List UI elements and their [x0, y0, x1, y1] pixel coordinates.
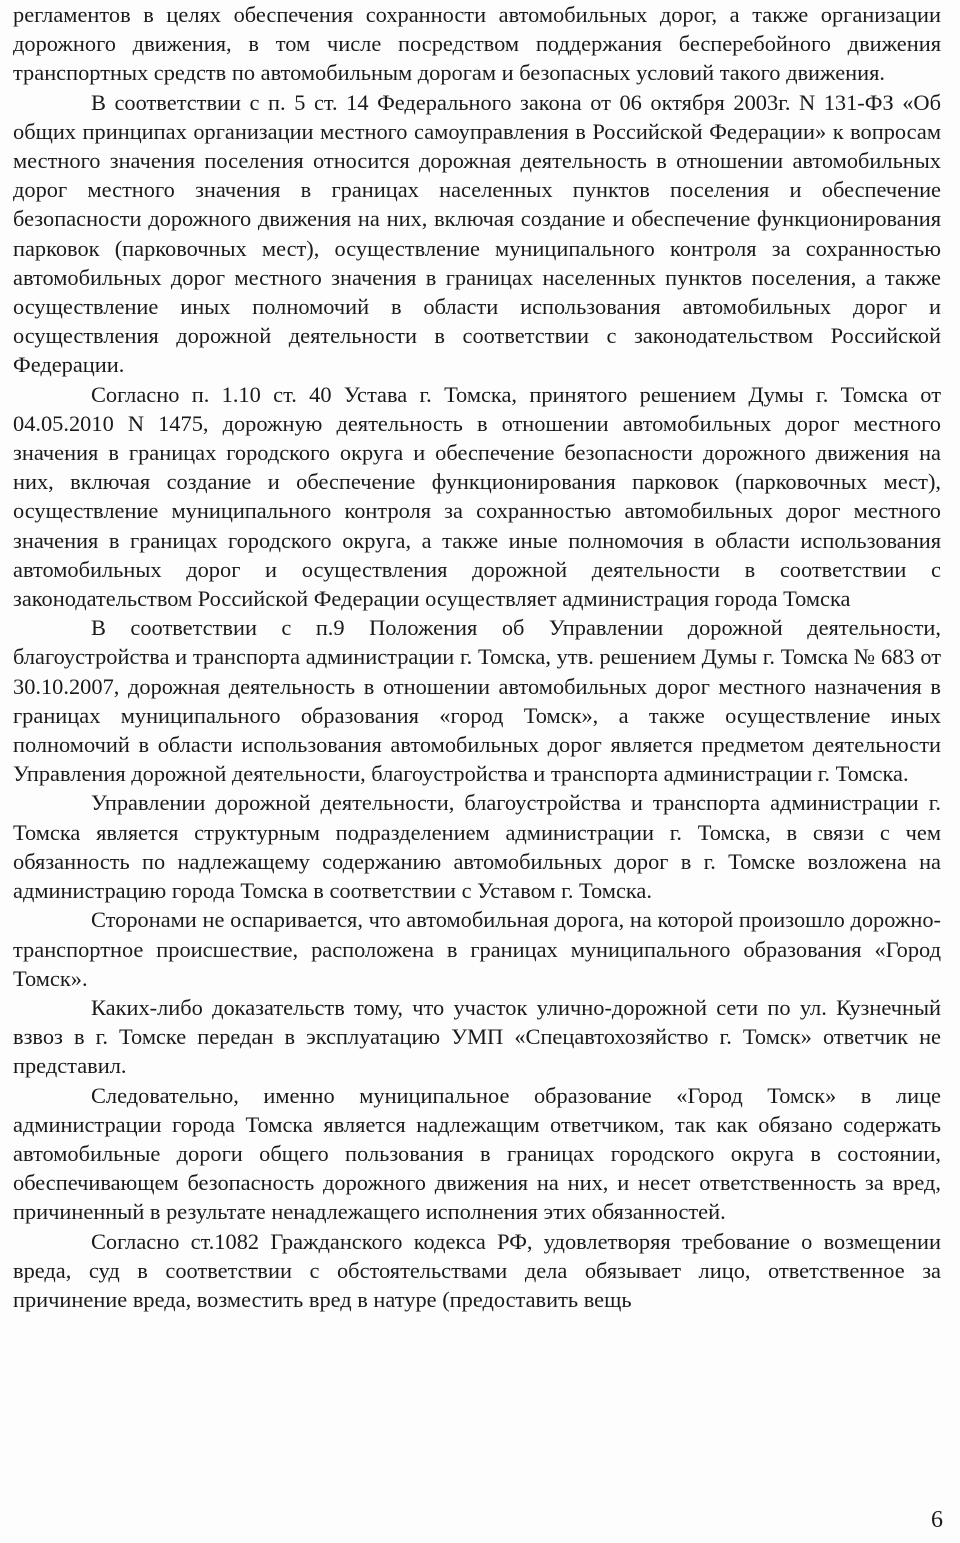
- document-body: [13, 0, 941, 1314]
- paragraph-continuation: регламентов в целях обеспечения сохранности автомобильных дорог, а также организации дорожного движения, в том числе посредством поддержания бесперебойного движения транспортных средств по автомобильным дорогам и безопасных условий такого движения.: [13, 2, 941, 86]
- paragraph-road-location: Сторонами не оспаривается, что автомобильная дорога, на которой произошло дорожно-транспортное происшествие, расположена в границах муниципального образования «Город Томск».: [13, 907, 941, 991]
- paragraph-city-charter: Согласно п. 1.10 ст. 40 Устава г. Томска, принятого решением Думы г. Томска от 04.05.2010 N 1475, дорожную деятельность в отношении автомобильных дорог местного значения в границах городского округа и обеспечение безопасности дорожного движения на них, включая создание и обеспечение функционирования парковок (парковочных мест), осуществление муниципального контроля за сохранностью автомобильных дорог местного значения в границах городского округа, а также иные полномочия в области использования автомобильных дорог и осуществления дорожной деятельности в соответствии с законодательством Российской Федерации осуществляет администрация города Томска: [13, 381, 941, 612]
- paragraph-proper-defendant: Следовательно, именно муниципальное образование «Город Томск» в лице администрации города Томска является надлежащим ответчиком, так как обязано содержать автомобильные дороги общего пользования в границах городского округа в состоянии, обеспечивающем безопасность дорожного движения на них, и несет ответственность за вред, причиненный в результате ненадлежащего исполнения этих обязанностей.: [13, 1082, 941, 1225]
- paragraph-department-structure: Управлении дорожной деятельности, благоустройства и транспорта администрации г. Томска является структурным подразделением администрации г. Томска, в связи с чем обязанность по надлежащему содержанию автомобильных дорог в г. Томске возложена на администрацию города Томска в соответствии с Уставом г. Томска.: [13, 790, 941, 904]
- paragraph-federal-law: В соответствии с п. 5 ст. 14 Федерального закона от 06 октября 2003г. N 131-ФЗ «Об общих принципах организации местного самоуправления в Российской Федерации» к вопросам местного значения поселения относится дорожная деятельность в отношении автомобильных дорог местного значения в границах населенных пунктов поселения и обеспечение безопасности дорожного движения на них, включая создание и обеспечение функционирования парковок (парковочных мест), осуществление муниципального контроля за сохранностью автомобильных дорог местного значения в границах населенных пунктов поселения, а также осуществление иных полномочий в области использования автомобильных дорог и осуществления дорожной деятельности в соответствии с законодательством Российской Федерации.: [13, 89, 941, 378]
- paragraph-evidence: Каких-либо доказательств тому, что участок улично-дорожной сети по ул. Кузнечный взвоз в г. Томске передан в эксплуатацию УМП «Спецавтохозяйство г. Томск» ответчик не представил.: [13, 994, 941, 1079]
- paragraph-civil-code: Согласно ст.1082 Гражданского кодекса РФ, удовлетворяя требование о возмещении вреда, суд в соответствии с обстоятельствами дела обязывает лицо, ответственное за причинение вреда, возместить вред в натуре (предоставить вещь: [13, 1228, 941, 1312]
- paragraph-department-regulation: В соответствии с п.9 Положения об Управлении дорожной деятельности, благоустройства и транспорта администрации г. Томска, утв. решением Думы г. Томска № 683 от 30.10.2007, дорожная деятельность в отношении автомобильных дорог местного назначения в границах муниципального образования «город Томск», а также осуществление иных полномочий в области использования автомобильных дорог является предметом деятельности Управления дорожной деятельности, благоустройства и транспорта администрации г. Томска.: [13, 615, 941, 787]
- page-number: 6: [931, 1507, 943, 1533]
